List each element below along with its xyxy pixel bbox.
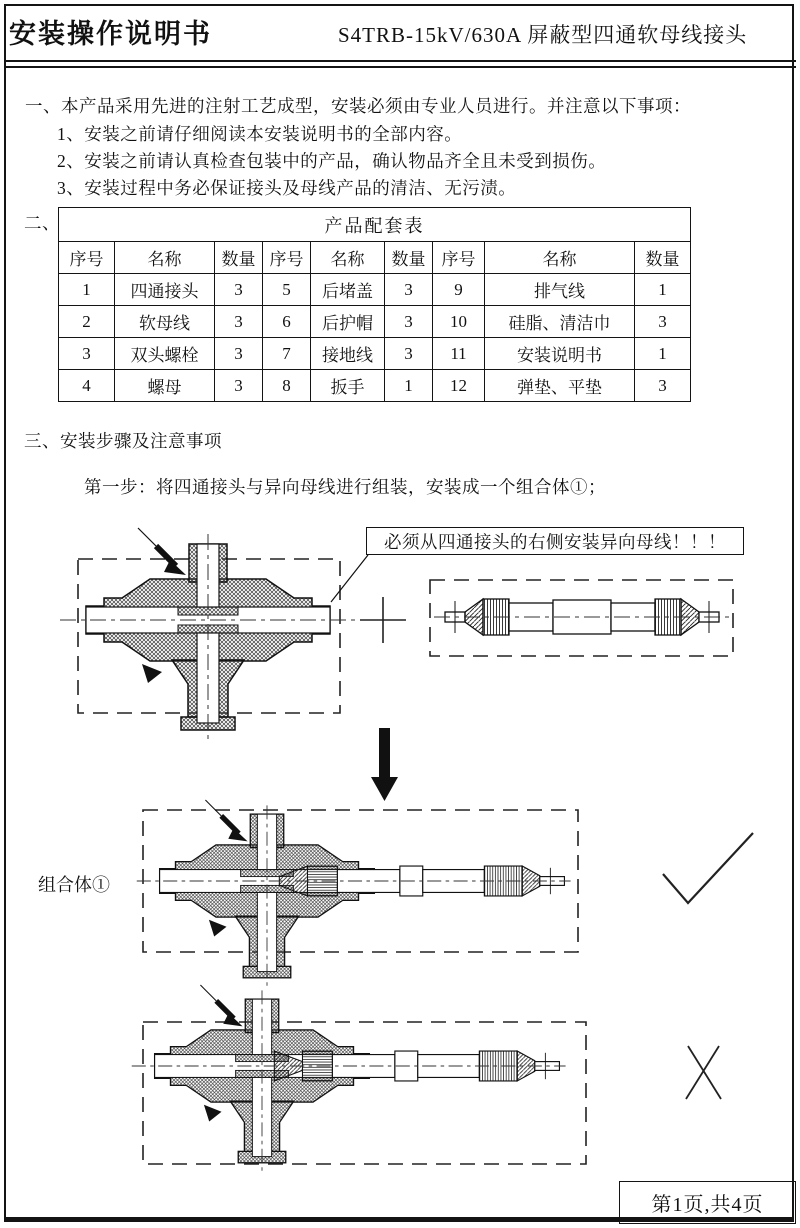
table-cell: 扳手: [311, 370, 385, 402]
product-title: S4TRB-15kV/630A 屏蔽型四通软母线接头: [338, 23, 748, 47]
section1-marker: 一、: [25, 96, 61, 116]
section1-item: 2、安装之前请认真检查包装中的产品，确认物品齐全且未受到损伤。: [57, 151, 607, 171]
table-cell: 2: [59, 306, 115, 338]
table-cell: 3: [635, 306, 691, 338]
table-cell: 1: [385, 370, 433, 402]
table-cell: 3: [215, 338, 263, 370]
table-cell: 8: [263, 370, 311, 402]
table-cell: 软母线: [115, 306, 215, 338]
down-arrow-icon: [371, 728, 398, 801]
section1-intro-text: 本产品采用先进的注射工艺成型，安装必须由专业人员进行。并注意以下事项：: [61, 96, 691, 116]
table-header-cell: 数量: [635, 242, 691, 274]
table-header-cell: 序号: [59, 242, 115, 274]
table-cell: 后堵盖: [311, 274, 385, 306]
table-header-cell: 名称: [485, 242, 635, 274]
table-header-cell: 数量: [215, 242, 263, 274]
table-cell: 9: [433, 274, 485, 306]
section1-item: 1、安装之前请仔细阅读本安装说明书的全部内容。: [57, 124, 463, 144]
table-cell: 安装说明书: [485, 338, 635, 370]
table-title: 产品配套表: [59, 208, 691, 242]
incorrect-cross-icon: [686, 1046, 721, 1099]
table-cell: 3: [59, 338, 115, 370]
table-cell: 1: [635, 338, 691, 370]
table-cell: 6: [263, 306, 311, 338]
table-cell: 1: [59, 274, 115, 306]
correct-checkmark-icon: [663, 833, 753, 903]
table-cell: 3: [215, 306, 263, 338]
section1-item: 3、安装过程中务必保证接头及母线产品的清洁、无污渍。: [57, 178, 517, 198]
table-cell: 螺母: [115, 370, 215, 402]
combo-correct-diagram: [137, 800, 571, 987]
table-cell: 12: [433, 370, 485, 402]
busbar-diagram: [434, 599, 730, 635]
section3-heading: 三、安装步骤及注意事项: [24, 431, 222, 451]
table-cell: 3: [635, 370, 691, 402]
table-cell: 7: [263, 338, 311, 370]
table-cell: 四通接头: [115, 274, 215, 306]
table-cell: 10: [433, 306, 485, 338]
combo-wrong-diagram: [132, 985, 566, 1172]
table-cell: 后护帽: [311, 306, 385, 338]
table-cell: 双头螺栓: [115, 338, 215, 370]
table-cell: 3: [215, 370, 263, 402]
table-cell: 5: [263, 274, 311, 306]
combo-assembly-label: 组合体①: [38, 875, 110, 895]
section2-marker: 二、: [24, 213, 60, 233]
table-cell: 11: [433, 338, 485, 370]
page-number-box: [619, 1181, 796, 1224]
doc-title: 安装操作说明书: [9, 19, 212, 49]
warning-callout: 必须从四通接头的右侧安装异向母线！！！: [366, 527, 744, 555]
table-header-cell: 名称: [115, 242, 215, 274]
table-cell: 排气线: [485, 274, 635, 306]
table-header-cell: 序号: [433, 242, 485, 274]
table-header-cell: 数量: [385, 242, 433, 274]
plus-sign: [360, 597, 406, 643]
table-cell: 3: [385, 338, 433, 370]
table-cell: 弹垫、平垫: [485, 370, 635, 402]
table-header-cell: 名称: [311, 242, 385, 274]
callout-leader-line: [331, 555, 368, 602]
table-cell: 硅脂、清洁巾: [485, 306, 635, 338]
page-number: 第1页,共4页: [651, 1194, 764, 1216]
table-cell: 1: [635, 274, 691, 306]
table-cell: 接地线: [311, 338, 385, 370]
table-cell: 3: [215, 274, 263, 306]
section3-step1: 第一步：将四通接头与异向母线进行组装，安装成一个组合体①；: [84, 477, 606, 497]
table-cell: 3: [385, 306, 433, 338]
table-header-cell: 序号: [263, 242, 311, 274]
table-cell: 3: [385, 274, 433, 306]
table-cell: 4: [59, 370, 115, 402]
